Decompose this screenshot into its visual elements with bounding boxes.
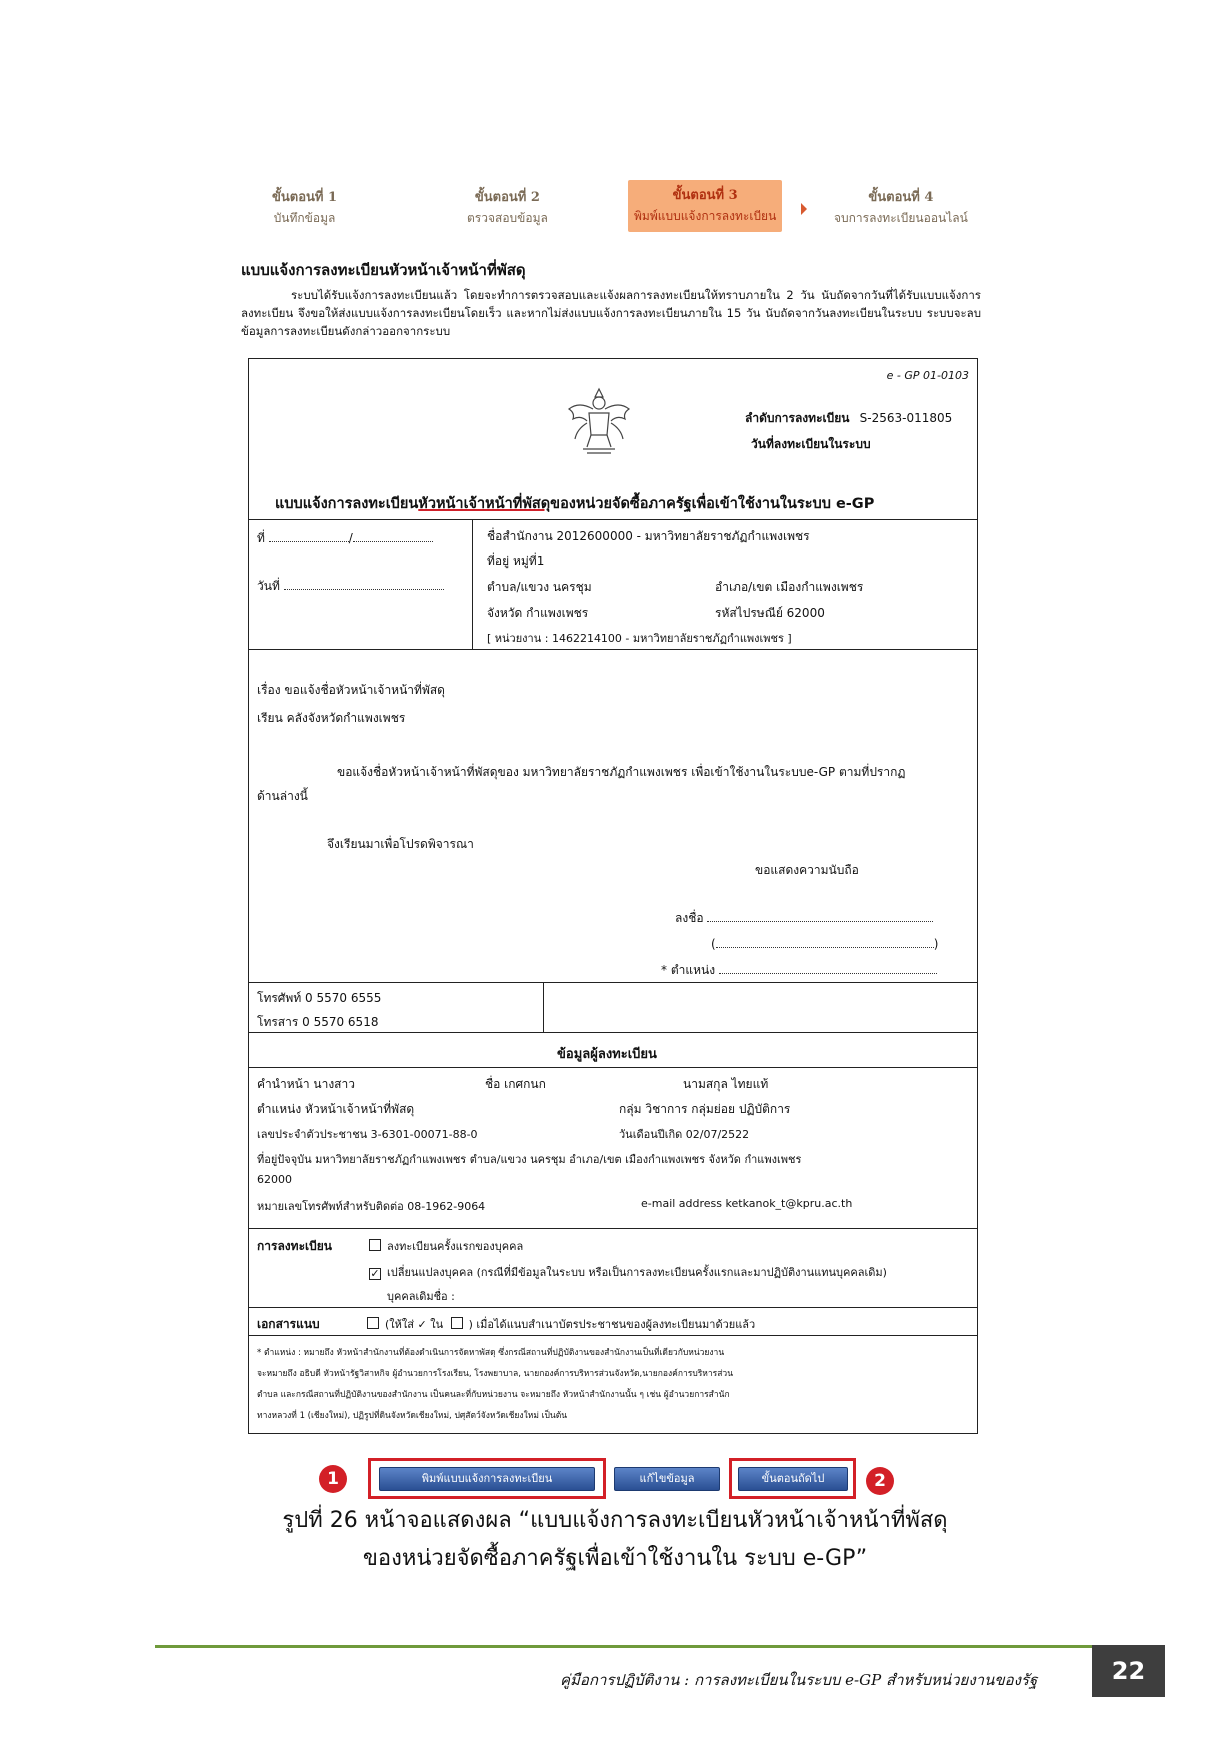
signature-name-field: ( )	[711, 937, 939, 951]
attachment-note	[367, 1315, 755, 1333]
intro-paragraph: ระบบได้รับแจ้งการลงทะเบียนแล้ว โดยจะทำการตรวจสอบและแจ้งผลการลงทะเบียนให้ทราบภายใน 2 วัน นับถัดจากวันที่ได้รับแบบแจ้งการลงทะเบียน จึงขอให้ส่งแบบแจ้งการลงทะเบียนโดยเร็ว และหากไม่ส่งแบบแจ้งการลงทะเบียนภายใน 15 วัน นับถัดจากวันลงทะเบียนในระบบ ระบบจะลบข้อมูลการลงทะเบียนดังกล่าวออกจากระบบ	[241, 288, 981, 338]
footer-text: คู่มือการปฏิบัติงาน : การลงทะเบียนในระบบ e-GP สำหรับหน่วยงานของรัฐ	[560, 1671, 1038, 1689]
registrant-address: ที่อยู่ปัจจุบัน มหาวิทยาลัยราชภัฏกำแพงเพชร ตำบล/แขวง นครชุม อำเภอ/เขต เมืองกำแพงเพชร จังหวัด กำแพงเพชร	[257, 1153, 802, 1166]
registrant-last-name: นามสกุล ไทยแท้	[683, 1077, 769, 1091]
letter-regards: ขอแสดงความนับถือ	[755, 863, 859, 877]
step-2-subtitle: ตรวจสอบข้อมูล	[467, 211, 548, 225]
registrant-group: กลุ่ม วิชาการ กลุ่มย่อย ปฏิบัติการ	[619, 1102, 791, 1116]
step-4-subtitle: จบการลงทะเบียนออนไลน์	[834, 211, 968, 225]
signature-label: ลงชื่อ	[675, 911, 704, 925]
step-2-title: ขั้นตอนที่ 2	[474, 190, 540, 205]
reg-old-person: บุคคลเดิมชื่อ :	[387, 1290, 455, 1303]
attachment-text-b: ) เมื่อได้แนบสำเนาบัตรประชาชนของผู้ลงทะเบียนมาด้วยแล้ว	[468, 1318, 756, 1331]
reg-option-change-checkbox: ✓	[370, 1267, 380, 1280]
page-heading: แบบแจ้งการลงทะเบียนหัวหน้าเจ้าหน้าที่พัสดุ	[241, 261, 526, 279]
next-step-button[interactable]: ขั้นตอนถัดไป	[738, 1467, 848, 1491]
attachment-label: เอกสารแนบ	[257, 1317, 320, 1331]
reg-option-change-label: เปลี่ยนแปลงบุคคล (กรณีที่มีข้อมูลในระบบ หรือเป็นการลงทะเบียนครั้งแรกและมาปฏิบัติงานแทนบุคคลเดิม)	[387, 1266, 887, 1279]
badge-2: 2	[866, 1467, 894, 1495]
letter-subject: เรื่อง ขอแจ้งชื่อหัวหน้าเจ้าหน้าที่พัสดุ	[257, 683, 445, 697]
badge-1: 1	[319, 1465, 347, 1493]
reg-option-change	[369, 1263, 887, 1281]
note-line: ทางหลวงที่ 1 (เชียงใหม่), ปฏิรูปที่ดินจังหวัดเชียงใหม่, ปศุสัตว์จังหวัดเชียงใหม่ เป็นต้น	[257, 1411, 568, 1421]
registration-date-label: วันที่ลงทะเบียนในระบบ	[751, 437, 871, 451]
registrant-first-name: ชื่อ เกศกนก	[485, 1077, 546, 1091]
step-4	[834, 186, 968, 228]
edit-button[interactable]: แก้ไขข้อมูล	[614, 1467, 720, 1491]
step-3-active	[628, 180, 782, 232]
letter-body: ขอแจ้งชื่อหัวหน้าเจ้าหน้าที่พัสดุของ มหาวิทยาลัยราชภัฏกำแพงเพชร เพื่อเข้าใช้งานในระบบe-GP ตามที่ปรากฏ	[337, 765, 906, 779]
form-title	[275, 492, 874, 515]
doc-number-field	[257, 529, 433, 548]
intro-text	[241, 286, 981, 340]
form-title-pre: แบบแจ้งการลงทะเบียน	[275, 496, 419, 512]
doc-date-label: วันที่	[257, 579, 280, 593]
office-postcode: รหัสไปรษณีย์ 62000	[715, 606, 825, 620]
fax: โทรสาร 0 5570 6518	[257, 1015, 379, 1029]
step-arrow-icon	[801, 203, 807, 215]
step-2	[467, 186, 548, 228]
phone: โทรศัพท์ 0 5570 6555	[257, 991, 382, 1005]
step-1-subtitle: บันทึกข้อมูล	[273, 211, 336, 225]
page-number: 22	[1092, 1645, 1165, 1697]
step-4-title: ขั้นตอนที่ 4	[868, 190, 934, 205]
position-note	[257, 1343, 733, 1427]
step-1-title: ขั้นตอนที่ 1	[272, 190, 338, 205]
registrant-heading: ข้อมูลผู้ลงทะเบียน	[557, 1047, 657, 1062]
registrant-citizen-id: เลขประจำตัวประชาชน 3-6301-00071-88-0	[257, 1128, 478, 1141]
office-unit: [ หน่วยงาน : 1462214100 - มหาวิทยาลัยราชภัฏกำแพงเพชร ]	[487, 632, 792, 645]
doc-number-label: ที่	[257, 531, 265, 545]
letter-closing: จึงเรียนมาเพื่อโปรดพิจารณา	[327, 837, 474, 851]
office-name: ชื่อสำนักงาน 2012600000 - มหาวิทยาลัยราชภัฏกำแพงเพชร	[487, 529, 810, 543]
office-province: จังหวัด กำแพงเพชร	[487, 606, 589, 620]
note-line: * ตำแหน่ง : หมายถึง หัวหน้าสำนักงานที่ต้องดำเนินการจัดหาพัสดุ ซึ่งกรณีสถานที่ปฏิบัติงานของสำนักงานเป็นที่เดียวกับหน่วยงาน	[257, 1348, 725, 1358]
note-line: จะหมายถึง อธิบดี หัวหน้ารัฐวิสาหกิจ ผู้อำนวยการโรงเรียน, โรงพยาบาล, นายกองค์การบริหารส่วนจังหวัด,นายกองค์การบริหารส่วน	[257, 1369, 734, 1379]
registration-form	[248, 358, 978, 1434]
note-line: ตำบล และกรณีสถานที่ปฏิบัติงานของสำนักงาน เป็นคนละที่กับหน่วยงาน จะหมายถึง หัวหน้าสำนักงานนั้น ๆ เช่น ผู้อำนวยการสำนัก	[257, 1390, 730, 1400]
signature-position-label: * ตำแหน่ง	[661, 963, 716, 977]
reg-option-first-checkbox	[369, 1239, 381, 1251]
footer-rule	[155, 1645, 1095, 1648]
signature-position-field	[661, 961, 937, 980]
doc-date-field	[257, 577, 444, 596]
attachment-inline-checkbox	[451, 1317, 463, 1329]
attachment-checkbox	[367, 1317, 379, 1329]
step-1	[272, 186, 337, 228]
letter-recipient: เรียน คลังจังหวัดกำแพงเพชร	[257, 711, 406, 725]
registration-type-label: การลงทะเบียน	[257, 1239, 332, 1253]
form-code: e - GP 01-0103	[886, 369, 969, 382]
registrant-address-postcode: 62000	[257, 1173, 292, 1186]
registrant-prefix: คำนำหน้า นางสาว	[257, 1077, 355, 1091]
step-3-subtitle: พิมพ์แบบแจ้งการลงทะเบียน	[634, 209, 777, 223]
office-address: ที่อยู่ หมู่ที่1	[487, 554, 545, 568]
registrant-email: e-mail address ketkanok_t@kpru.ac.th	[641, 1197, 853, 1210]
registration-number: S-2563-011805	[859, 411, 953, 425]
letter-body-cont: ด้านล่างนี้	[257, 789, 308, 803]
office-subdistrict: ตำบล/แขวง นครชุม	[487, 580, 592, 594]
reg-option-first-label: ลงทะเบียนครั้งแรกของบุคคล	[387, 1240, 524, 1253]
registrant-birth-date: วันเดือนปีเกิด 02/07/2522	[619, 1128, 750, 1141]
doc-number-sep: /	[348, 531, 353, 545]
form-title-post: ของหน่วยจัดซื้อภาครัฐเพื่อเข้าใช้งานในระบบ e-GP	[550, 496, 875, 512]
registrant-position: ตำแหน่ง หัวหน้าเจ้าหน้าที่พัสดุ	[257, 1102, 415, 1116]
registration-number-label: ลำดับการลงทะเบียน	[745, 411, 850, 425]
signature-field	[675, 909, 933, 928]
form-title-highlight: หัวหน้าเจ้าหน้าที่พัสดุ	[418, 496, 551, 512]
attachment-text-a: (ให้ใส่ ✓ ใน	[385, 1318, 444, 1331]
figure-caption-line2: ของหน่วยจัดซื้อภาครัฐเพื่อเข้าใช้งานใน ระบบ e-GP”	[362, 1546, 868, 1571]
figure-caption-line1: รูปที่ 26 หน้าจอแสดงผล “แบบแจ้งการลงทะเบียนหัวหน้าเจ้าหน้าที่พัสดุ	[282, 1508, 948, 1533]
garuda-emblem-icon	[565, 383, 633, 459]
reg-option-first	[369, 1237, 523, 1255]
print-form-button[interactable]: พิมพ์แบบแจ้งการลงทะเบียน	[379, 1467, 595, 1491]
step-3-title: ขั้นตอนที่ 3	[672, 188, 738, 203]
registrant-phone: หมายเลขโทรศัพท์สำหรับติดต่อ 08-1962-9064	[257, 1200, 486, 1213]
office-district: อำเภอ/เขต เมืองกำแพงเพชร	[715, 580, 864, 594]
